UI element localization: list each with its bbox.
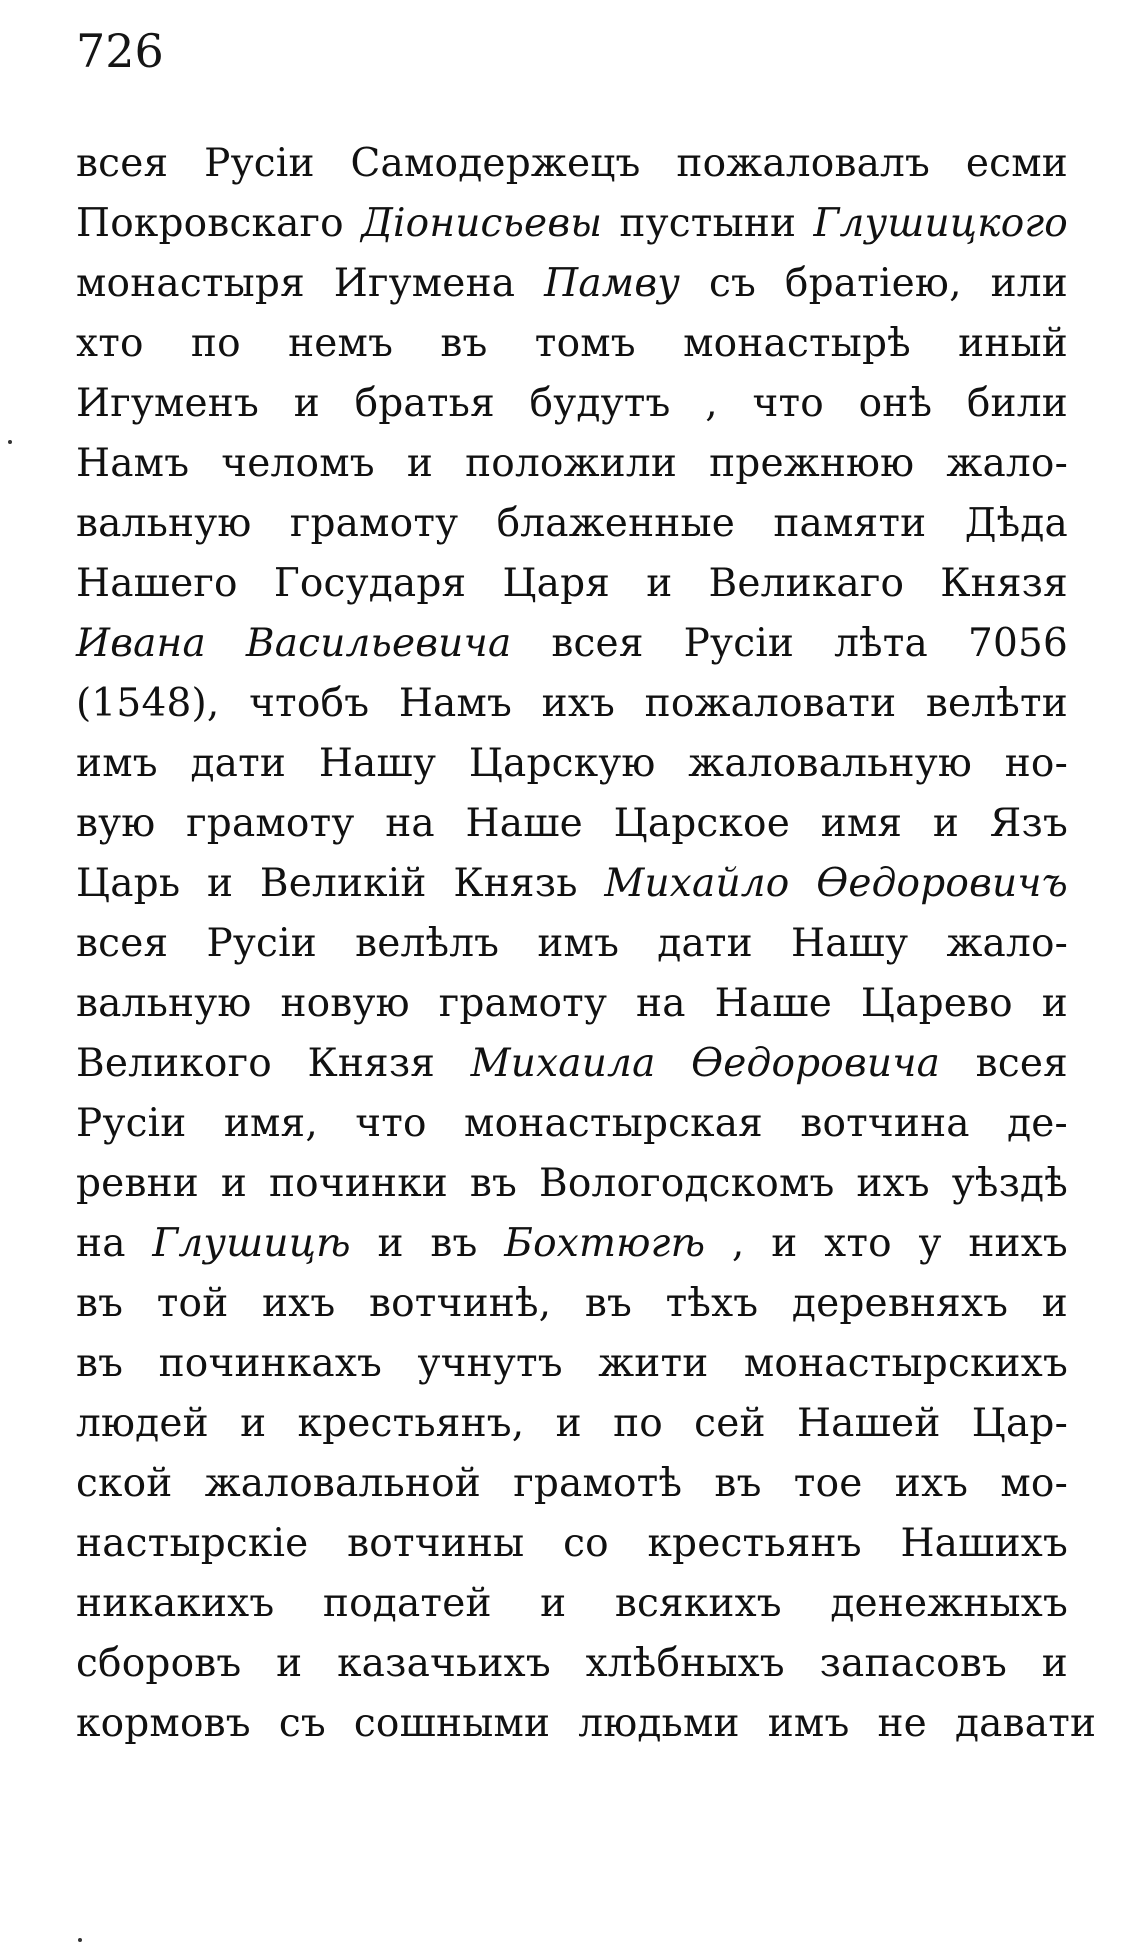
- word: Русіи: [683, 621, 795, 666]
- word: дати: [190, 741, 287, 786]
- word: монастырская: [464, 1101, 763, 1146]
- word: Русіи: [204, 141, 315, 186]
- word: ихъ: [261, 1281, 336, 1326]
- word: имъ: [76, 741, 158, 786]
- word: прежнюю: [709, 441, 915, 486]
- word: той: [156, 1281, 229, 1326]
- italic-word: Васильевича: [245, 621, 512, 666]
- text-line: [76, 494, 1068, 554]
- word: Наше: [465, 801, 583, 846]
- word: томъ: [534, 321, 636, 366]
- text-line: [76, 1094, 1068, 1154]
- word: имя: [820, 801, 903, 846]
- italic-word: Глушицкого: [813, 201, 1068, 246]
- text-line: [76, 194, 1068, 254]
- word: пожаловати: [644, 681, 897, 726]
- word: Нашего: [76, 561, 238, 606]
- text-line: [76, 1514, 1068, 1574]
- word: и: [646, 561, 673, 606]
- word: жало-: [946, 441, 1068, 486]
- text-line: [76, 134, 1068, 194]
- word: Дѣда: [964, 501, 1068, 546]
- word: Князя: [940, 561, 1068, 606]
- italic-word: Памву: [544, 261, 681, 306]
- word: Царево: [860, 981, 1013, 1026]
- word: въ: [469, 1161, 518, 1206]
- word: имя,: [223, 1101, 318, 1146]
- word: жаловальной: [204, 1461, 481, 1506]
- word: всея: [76, 921, 169, 966]
- word: Государя: [273, 561, 467, 606]
- word: вотчинѣ,: [368, 1281, 552, 1326]
- word: сошными: [353, 1701, 551, 1746]
- word: Князя: [307, 1041, 436, 1086]
- word: съ: [278, 1701, 326, 1746]
- word: что: [752, 381, 824, 426]
- word: со: [563, 1521, 609, 1566]
- word: жало-: [946, 921, 1068, 966]
- word: казачьихъ: [337, 1641, 551, 1686]
- text-line: [76, 374, 1068, 434]
- italic-word: Өедоровичъ: [816, 861, 1068, 906]
- word: Царя: [502, 561, 611, 606]
- word: вальную: [76, 981, 252, 1026]
- word: денежныхъ: [830, 1581, 1068, 1626]
- word: и: [1041, 1641, 1068, 1686]
- word: сей: [694, 1401, 766, 1446]
- word: податей: [322, 1581, 492, 1626]
- text-line: [76, 1394, 1068, 1454]
- word: и: [932, 801, 960, 846]
- italic-word: Глушицѣ: [152, 1221, 351, 1266]
- word: немъ: [288, 321, 394, 366]
- word: Князь: [453, 861, 578, 906]
- word: Русіи: [206, 921, 317, 966]
- text-line: [76, 734, 1068, 794]
- word: починкахъ: [158, 1341, 383, 1386]
- word: мо-: [1000, 1461, 1068, 1506]
- word: и: [555, 1401, 582, 1446]
- word: иный: [958, 321, 1068, 366]
- text-line: [76, 314, 1068, 374]
- italic-word: Михаила: [470, 1041, 656, 1086]
- word: Нашей: [796, 1401, 941, 1446]
- text-line: [76, 794, 1068, 854]
- word: Нашу: [318, 741, 437, 786]
- word: Цар-: [971, 1401, 1068, 1446]
- word: 7056: [967, 621, 1068, 666]
- word: деревняхъ: [791, 1281, 1009, 1326]
- word: велѣти: [925, 681, 1068, 726]
- word: хлѣбныхъ: [585, 1641, 785, 1686]
- word: (1548),: [76, 681, 220, 726]
- word: и: [540, 1581, 567, 1626]
- text-line: [76, 854, 1068, 914]
- text-line: [76, 1154, 1068, 1214]
- word: Вологодскомъ: [538, 1161, 835, 1206]
- word: ,: [705, 381, 718, 426]
- word: блаженные: [496, 501, 735, 546]
- word: Самодержецъ: [350, 141, 641, 186]
- word: Русіи: [76, 1101, 187, 1146]
- word: настырскіе: [76, 1521, 309, 1566]
- word: вотчины: [347, 1521, 525, 1566]
- text-line: [76, 1694, 1097, 1754]
- word: ревни: [76, 1161, 199, 1206]
- word: братіею,: [784, 261, 962, 306]
- word: и: [220, 1161, 248, 1206]
- word: и: [406, 441, 434, 486]
- word: лѣта: [834, 621, 928, 666]
- text-line: [76, 1634, 1068, 1694]
- word: Великаго: [708, 561, 905, 606]
- word: Великій: [259, 861, 427, 906]
- text-line: [76, 1334, 1068, 1394]
- word: хто: [824, 1221, 892, 1266]
- text-line: [76, 1274, 1068, 1334]
- word: пустыни: [619, 201, 797, 246]
- word: Покровскаго: [76, 201, 344, 246]
- word: и: [206, 861, 234, 906]
- word: имъ: [767, 1701, 850, 1746]
- word: въ: [584, 1281, 633, 1326]
- word: и: [1041, 1281, 1068, 1326]
- word: людей: [76, 1401, 209, 1446]
- word: Царь: [76, 861, 181, 906]
- word: и: [240, 1401, 267, 1446]
- word: Игуменъ: [76, 381, 260, 426]
- word: новую: [280, 981, 410, 1026]
- word: и: [771, 1221, 798, 1266]
- word: крестьянъ,: [297, 1401, 525, 1446]
- text-line: [76, 554, 1068, 614]
- word: не: [877, 1701, 927, 1746]
- word: въ: [76, 1281, 124, 1326]
- word: всякихъ: [614, 1581, 782, 1626]
- text-line: [76, 974, 1068, 1034]
- word: Намъ: [398, 681, 513, 726]
- word: Великого: [76, 1041, 272, 1086]
- word: ихъ: [541, 681, 616, 726]
- word: ,: [731, 1221, 745, 1266]
- word: но-: [1004, 741, 1068, 786]
- word: учнутъ: [417, 1341, 563, 1386]
- word: на: [76, 1221, 126, 1266]
- word: били: [966, 381, 1068, 426]
- word: что: [355, 1101, 427, 1146]
- word: всея: [551, 621, 644, 666]
- word: по: [190, 321, 241, 366]
- word: тѣхъ: [665, 1281, 759, 1326]
- word: всея: [76, 141, 169, 186]
- italic-word: Діонисьевы: [361, 201, 603, 246]
- word: дати: [657, 921, 753, 966]
- word: хто: [76, 321, 144, 366]
- word: вальную: [76, 501, 252, 546]
- word: положили: [465, 441, 678, 486]
- word: вотчина: [800, 1101, 970, 1146]
- word: и: [377, 1221, 404, 1266]
- text-line: [76, 674, 1068, 734]
- word: кормовъ: [76, 1701, 251, 1746]
- word: грамоту: [438, 981, 608, 1026]
- word: монастырскихъ: [743, 1341, 1068, 1386]
- word: Царское: [613, 801, 791, 846]
- word: Царскую: [468, 741, 656, 786]
- word: грамотѣ: [513, 1461, 683, 1506]
- print-speck: [78, 1938, 82, 1942]
- italic-word: Ивана: [76, 621, 206, 666]
- word: или: [990, 261, 1068, 306]
- word: онѣ: [858, 381, 933, 426]
- word: монастырѣ: [683, 321, 911, 366]
- body-text: [76, 134, 1097, 1754]
- word: по: [613, 1401, 663, 1446]
- word: Язъ: [989, 801, 1068, 846]
- word: запасовъ: [819, 1641, 1008, 1686]
- word: монастыря: [76, 261, 305, 306]
- word: въ: [714, 1461, 762, 1506]
- word: ихъ: [856, 1161, 930, 1206]
- text-line: [76, 1034, 1068, 1094]
- text-line: [76, 254, 1068, 314]
- word: въ: [430, 1221, 478, 1266]
- word: челомъ: [221, 441, 375, 486]
- word: велѣлъ: [355, 921, 500, 966]
- word: у: [918, 1221, 942, 1266]
- word: и: [1041, 981, 1068, 1026]
- word: на: [385, 801, 435, 846]
- word: въ: [76, 1341, 124, 1386]
- word: на: [636, 981, 686, 1026]
- word: починки: [268, 1161, 448, 1206]
- word: де-: [1007, 1101, 1068, 1146]
- word: чтобъ: [249, 681, 370, 726]
- word: всея: [975, 1041, 1068, 1086]
- word: людьми: [578, 1701, 740, 1746]
- word: есми: [965, 141, 1068, 186]
- word: будутъ: [529, 381, 671, 426]
- word: пожаловалъ: [676, 141, 931, 186]
- italic-word: Бохтюгѣ: [504, 1221, 706, 1266]
- word: крестьянъ: [647, 1521, 862, 1566]
- word: грамоту: [289, 501, 459, 546]
- word: памяти: [773, 501, 927, 546]
- word: ской: [76, 1461, 173, 1506]
- word: Игумена: [333, 261, 516, 306]
- text-line: [76, 1214, 1068, 1274]
- word: сборовъ: [76, 1641, 242, 1686]
- text-line: [76, 1454, 1068, 1514]
- word: Нашихъ: [900, 1521, 1068, 1566]
- word: съ: [708, 261, 756, 306]
- italic-word: Михайло: [604, 861, 790, 906]
- word: ихъ: [894, 1461, 969, 1506]
- word: Нашу: [791, 921, 909, 966]
- word: Намъ: [76, 441, 190, 486]
- word: и: [276, 1641, 303, 1686]
- page-number: 726: [76, 24, 164, 78]
- word: жаловальную: [688, 741, 972, 786]
- word: вую: [76, 801, 156, 846]
- italic-word: Өедоровича: [691, 1041, 941, 1086]
- word: уѣздѣ: [951, 1161, 1068, 1206]
- print-speck: [8, 440, 12, 444]
- text-line: [76, 434, 1068, 494]
- word: грамоту: [186, 801, 355, 846]
- word: жити: [598, 1341, 709, 1386]
- word: братья: [354, 381, 495, 426]
- word: тое: [793, 1461, 863, 1506]
- word: Наше: [714, 981, 832, 1026]
- text-line: [76, 614, 1068, 674]
- word: и: [293, 381, 320, 426]
- text-line: [76, 914, 1068, 974]
- text-line: [76, 1574, 1068, 1634]
- word: никакихъ: [76, 1581, 275, 1626]
- word: давати: [954, 1701, 1097, 1746]
- word: имъ: [537, 921, 620, 966]
- word: въ: [440, 321, 488, 366]
- word: нихъ: [968, 1221, 1068, 1266]
